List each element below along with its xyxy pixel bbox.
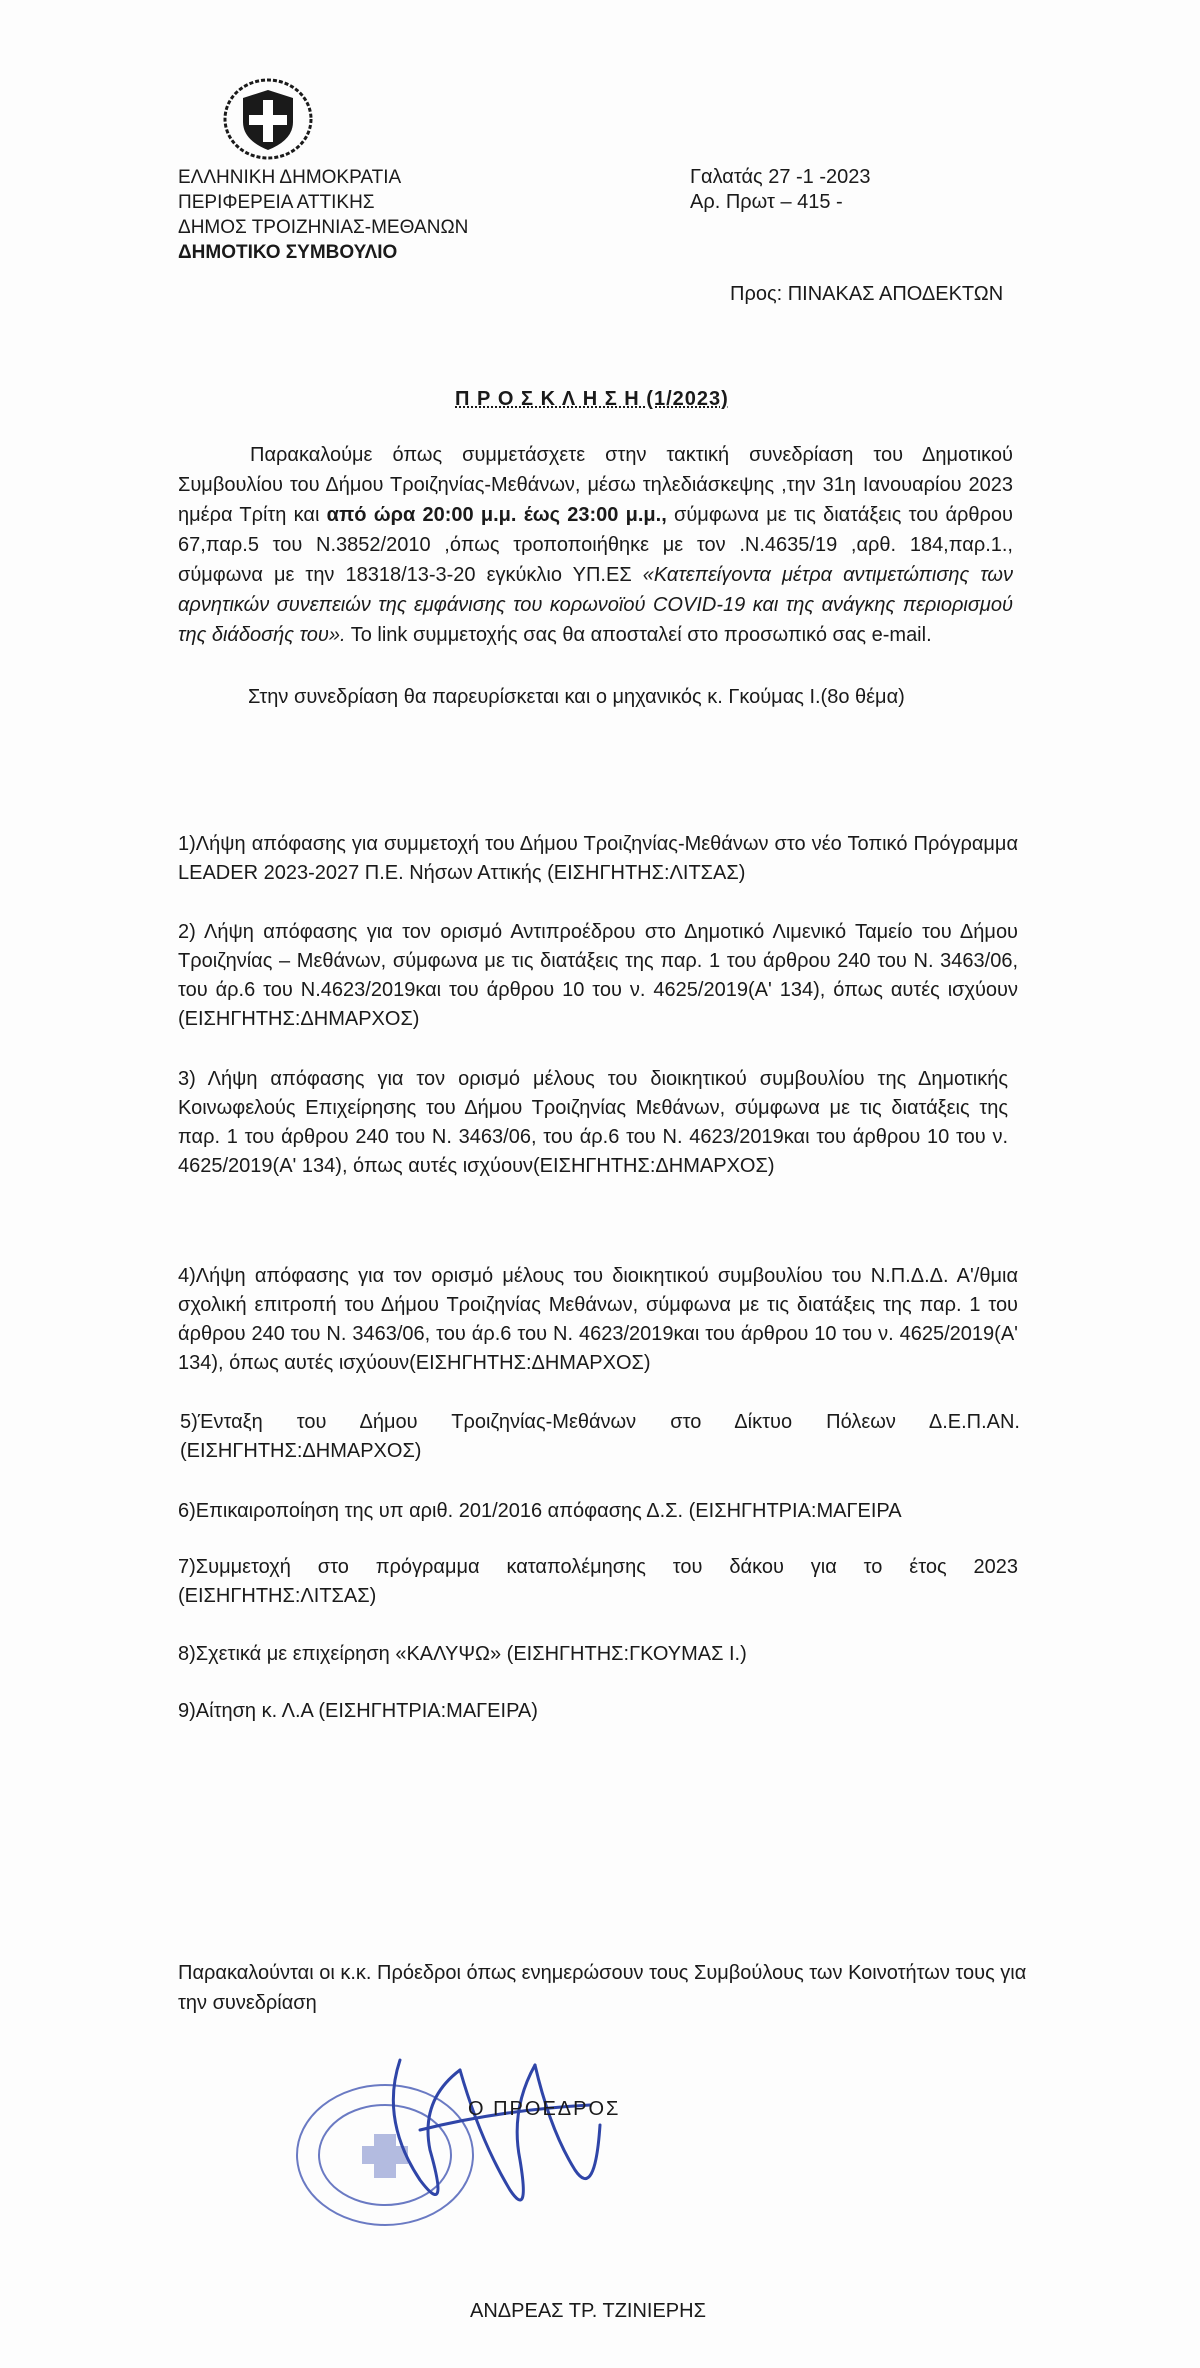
agenda-item: 3) Λήψη απόφασης για τον ορισμό μέλους του διοικητικού συμβουλίου της Δημοτικής Κοινωφελούς Επιχείρησης του Δήμου Τροιζηνίας Μεθάνων, σύμφωνα με τις διατάξεις της παρ. 1 του άρθρου 240 του Ν. 3463/06, του άρ.6 του Ν. 4623/2019και του άρθρου 10 του ν. 4625/2019(Α' 134), όπως αυτές ισχύουν(ΕΙΣΗΓΗΤΗΣ:ΔΗΜΑΡΧΟΣ) — [178, 1068, 1008, 1177]
signature-icon — [360, 2030, 620, 2240]
agenda-item: 8)Σχετικά με επιχείρηση «ΚΑΛΥΨΩ» (ΕΙΣΗΓΗΤΗΣ:ΓΚΟΥΜΑΣ Ι.) — [178, 1643, 747, 1665]
intro-link-note: Το link συμμετοχής σας θα αποσταλεί στο προσωπικό σας e-mail. — [345, 624, 932, 646]
date-protocol-block — [690, 165, 871, 215]
issuer-line: ΠΕΡΙΦΕΡΕΙΑ ΑΤΤΙΚΗΣ — [178, 192, 375, 213]
closing-request: Παρακαλούνται οι κ.κ. Πρόεδροι όπως ενημερώσουν τους Συμβούλους των Κοινοτήτων τους για την συνεδρίαση — [178, 1962, 1027, 2014]
agenda-item: 1)Λήψη απόφασης για συμμετοχή του Δήμου Τροιζηνίας-Μεθάνων στο νέο Τοπικό Πρόγραμμα LEADER 2023-2027 Π.Ε. Νήσων Αττικής (ΕΙΣΗΓΗΤΗΣ:ΛΙΤΣΑΣ) — [178, 833, 1018, 884]
place-date: Γαλατάς 27 -1 -2023 — [690, 166, 871, 188]
engineer-note: Στην συνεδρίαση θα παρευρίσκεται και ο μηχανικός κ. Γκούμας Ι.(8ο θέμα) — [248, 686, 905, 708]
intro-text: Παρακαλούμε όπως συμμετάσχετε στην τακτική συνεδρίαση του Δημοτικού Συμβουλίου του Δήμου Τροιζηνίας-Μεθάνων, μέσω τηλεδιάσκεψης ,την 31η Ιανουαρίου 2023 ημέρα Τρίτη και — [178, 444, 1013, 526]
agenda-item: 4)Λήψη απόφασης για τον ορισμό μέλους του διοικητικού συμβουλίου του Ν.Π.Δ.Δ. Α'/θμια σχολική επιτροπή του Δήμου Τροιζηνίας Μεθάνων, σύμφωνα με τις διατάξεις της παρ. 1 του άρθρου 240 του Ν. 3463/06, του άρ.6 του Ν. 4623/2019και του άρθρου 10 του ν. 4625/2019(Α' 134), όπως αυτές ισχύουν(ΕΙΣΗΓΗΤΗΣ:ΔΗΜΑΡΧΟΣ) — [178, 1265, 1018, 1374]
agenda-item: 6)Επικαιροποίηση της υπ αριθ. 201/2016 απόφασης Δ.Σ. (ΕΙΣΗΓΗΤΡΙΑ:ΜΑΓΕΙΡΑ — [178, 1500, 902, 1522]
issuer-line: ΕΛΛΗΝΙΚΗ ΔΗΜΟΚΡΑΤΙΑ — [178, 167, 402, 188]
issuer-line: ΔΗΜΟΣ ΤΡΟΙΖΗΝΙΑΣ-ΜΕΘΑΝΩΝ — [178, 217, 469, 238]
intro-legal-text: σύμφωνα με τις διατάξεις του άρθρου 67,παρ.5 του Ν.3852/2010 ,όπως τροποποιήθηκε με τον .Ν.4635/19 ,αρθ. 184,παρ.1., σύμφωνα με την 18318/13-3-20 εγκύκλιο ΥΠ.ΕΣ — [178, 504, 1013, 586]
intro-circular-title: «Κατεπείγοντα μέτρα αντιμετώπισης των αρνητικών συνεπειών της εμφάνισης του κορωνοϊού COVID-19 και της ανάγκης περιορισμού της διάδοσής του». — [178, 564, 1013, 646]
council-name: ΔΗΜΟΤΙΚΟ ΣΥΜΒΟΥΛΙΟ — [178, 242, 398, 263]
signatory-role: Ο ΠΡΟΕΔΡΟΣ — [468, 2098, 621, 2120]
protocol-number: Αρ. Πρωτ – 415 - — [690, 191, 843, 213]
agenda-item: 9)Αίτηση κ. Λ.Α (ΕΙΣΗΓΗΤΡΙΑ:ΜΑΓΕΙΡΑ) — [178, 1700, 538, 1722]
recipients: Προς: ΠΙΝΑΚΑΣ ΑΠΟΔΕΚΤΩΝ — [730, 283, 1004, 305]
greek-emblem-icon — [223, 78, 313, 160]
agenda-item: 2) Λήψη απόφασης για τον ορισμό Αντιπροέδρου στο Δημοτικό Λιμενικό Ταμείο του Δήμου Τροιζηνίας – Μεθάνων, σύμφωνα με τις διατάξεις της παρ. 1 του άρθρου 240 του Ν. 3463/06, του άρ.6 του Ν.4623/2019και του άρθρου 10 του ν. 4625/2019(Α' 134), όπως αυτές ισχύουν (ΕΙΣΗΓΗΤΗΣ:ΔΗΜΑΡΧΟΣ) — [178, 921, 1018, 1030]
document-title: Π Ρ Ο Σ Κ Λ Η Σ Η (1/2023) — [455, 388, 729, 410]
signatory-name: ΑΝΔΡΕΑΣ ΤΡ. ΤΖΙΝΙΕΡΗΣ — [470, 2300, 706, 2322]
intro-paragraph — [178, 440, 1013, 650]
intro-time: από ώρα 20:00 μ.μ. έως 23:00 μ.μ., — [326, 504, 667, 526]
issuer-block — [178, 165, 468, 265]
agenda-item: 7)Συμμετοχή στο πρόγραμμα καταπολέμησης του δάκου για το έτος 2023 (ΕΙΣΗΓΗΤΗΣ:ΛΙΤΣΑΣ) — [178, 1556, 1018, 1607]
agenda-item: 5)Ένταξη του Δήμου Τροιζηνίας-Μεθάνων στο Δίκτυο Πόλεων Δ.Ε.Π.ΑΝ. (ΕΙΣΗΓΗΤΗΣ:ΔΗΜΑΡΧΟΣ) — [180, 1411, 1020, 1462]
